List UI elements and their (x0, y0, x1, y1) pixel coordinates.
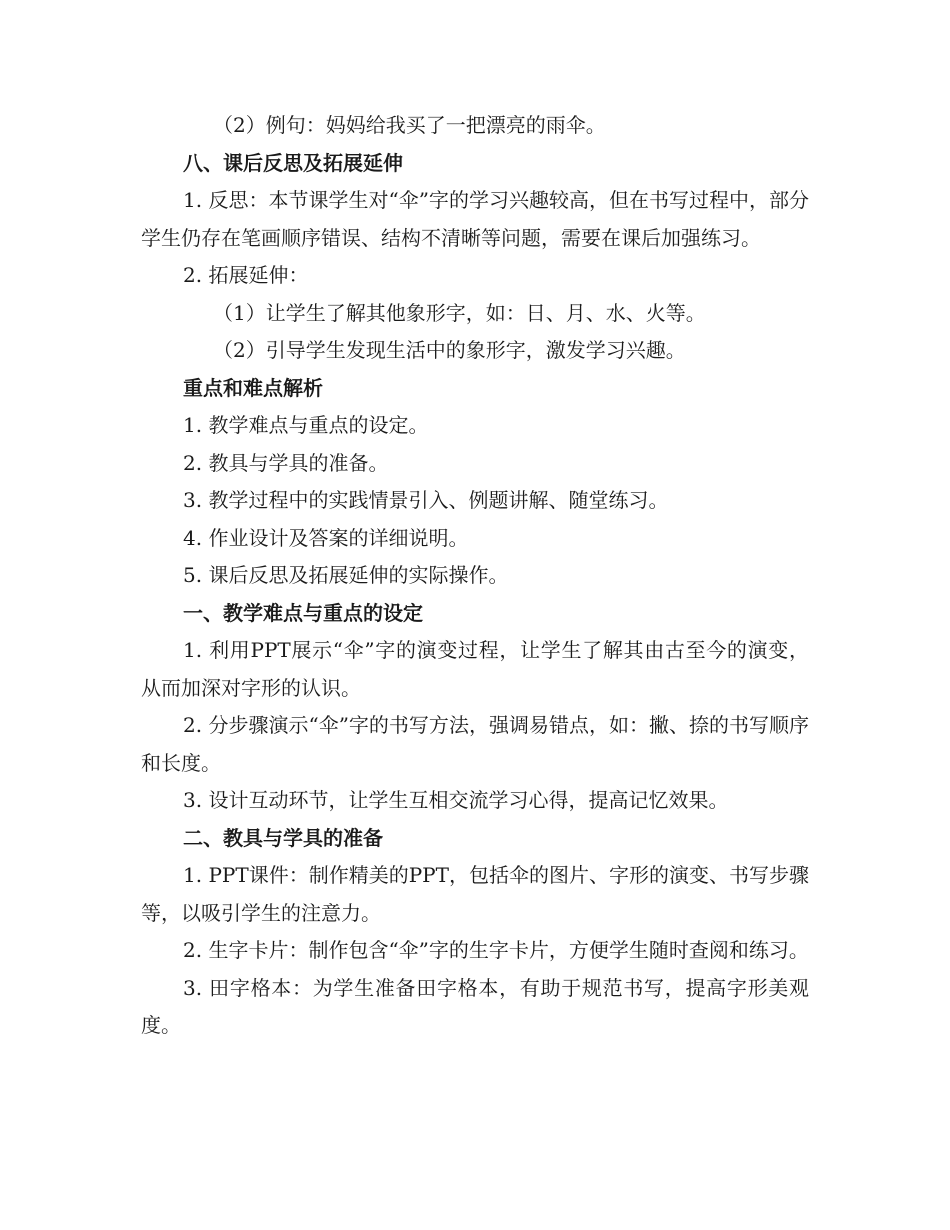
section-heading-reflection: 八、课后反思及拓展延伸 (183, 150, 403, 175)
list-item-3: 3. 教学过程中的实践情景引入、例题讲解、随堂练习。 (183, 488, 669, 512)
paragraph-ppt-courseware: 1. PPT课件：制作精美的PPT，包括伞的图片、字形的演变、书写步骤等，以吸引学生的注意力。 (141, 863, 809, 925)
paragraph-ppt-evolution: 1. 利用PPT展示“伞”字的演变过程，让学生了解其由古至今的演变，从而加深对字形的认识。 (141, 638, 809, 700)
list-item-1: 1. 教学难点与重点的设定。 (183, 413, 429, 437)
sub-item-discover: （2）引导学生发现生活中的象形字，激发学习兴趣。 (213, 338, 686, 362)
paragraph-reflection: 1. 反思：本节课学生对“伞”字的学习兴趣较高，但在书写过程中，部分学生仍存在笔画顺序错误、结构不清晰等问题，需要在课后加强练习。 (141, 188, 809, 250)
section-heading-key-points: 重点和难点解析 (183, 375, 323, 400)
paragraph-stroke-demo: 2. 分步骤演示“伞”字的书写方法，强调易错点，如：撇、捺的书写顺序和长度。 (141, 713, 809, 775)
section-heading-materials: 二、教具与学具的准备 (183, 825, 383, 850)
list-item-extension: 2. 拓展延伸： (183, 263, 309, 287)
paragraph-grid-notebook: 3. 田字格本：为学生准备田字格本，有助于规范书写，提高字形美观度。 (141, 975, 809, 1037)
list-item-5: 5. 课后反思及拓展延伸的实际操作。 (183, 563, 509, 587)
example-sentence-line: （2）例句：妈妈给我买了一把漂亮的雨伞。 (213, 113, 606, 137)
sub-item-pictographs: （1）让学生了解其他象形字，如：日、月、水、火等。 (213, 300, 706, 325)
list-item-4: 4. 作业设计及答案的详细说明。 (183, 525, 469, 550)
section-heading-difficulties: 一、教学难点与重点的设定 (183, 600, 423, 625)
list-item-interaction: 3. 设计互动环节，让学生互相交流学习心得，提高记忆效果。 (183, 788, 729, 812)
paragraph-word-cards: 2. 生字卡片：制作包含“伞”字的生字卡片，方便学生随时查阅和练习。 (183, 938, 809, 962)
list-item-2: 2. 教具与学具的准备。 (183, 450, 389, 475)
